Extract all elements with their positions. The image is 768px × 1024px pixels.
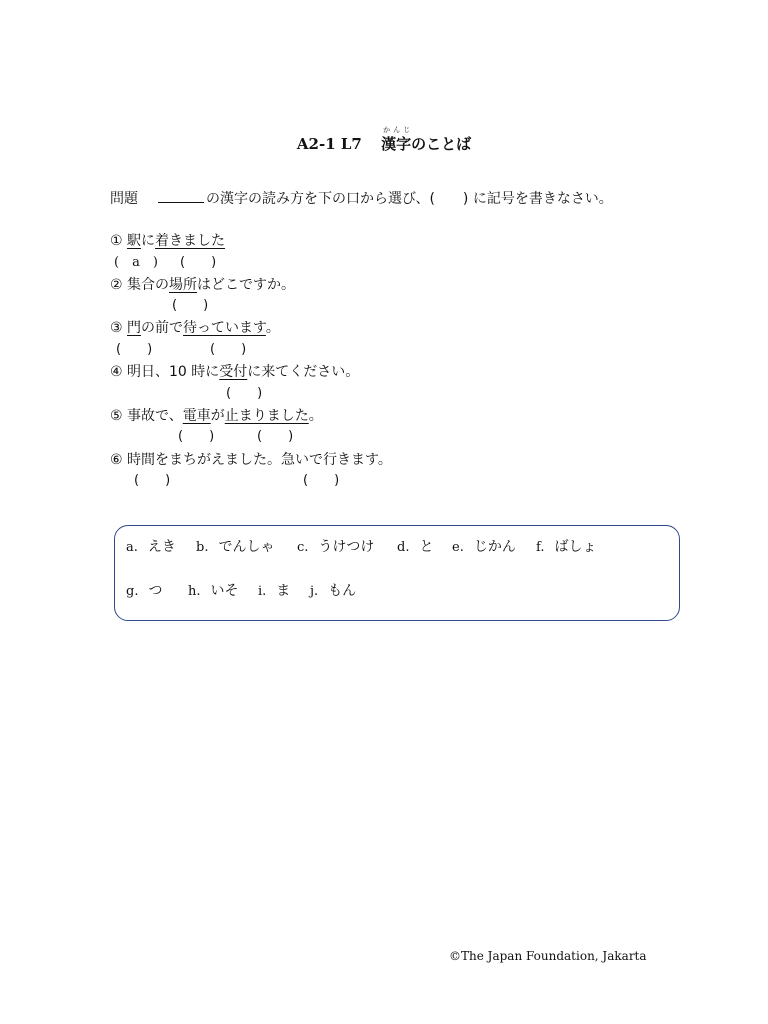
instruction-text: の漢字の読み方を下の口から選び、( ) に記号を書きなさい。 xyxy=(206,191,613,207)
instruction-label: 問題 xyxy=(110,191,138,207)
question-text: に xyxy=(141,233,156,249)
answer-blank[interactable]: ( ) xyxy=(180,255,217,270)
question-text: に来てください。 xyxy=(247,364,360,380)
option-text: でんしゃ xyxy=(218,539,275,555)
copyright-footer: ©The Japan Foundation, Jakarta xyxy=(449,949,647,963)
option-e xyxy=(452,540,516,554)
question-5 xyxy=(110,409,323,423)
answer-blank[interactable]: ( a ) xyxy=(114,255,158,270)
question-4 xyxy=(110,365,359,379)
question-2 xyxy=(110,278,295,292)
question-number: ④ xyxy=(110,364,123,380)
option-a xyxy=(126,540,176,554)
worksheet-title xyxy=(0,126,768,153)
option-text: うけつけ xyxy=(318,539,375,555)
target-word: 電車 xyxy=(182,408,211,424)
question-text: 。 xyxy=(265,320,280,336)
option-text: ま xyxy=(276,583,291,599)
option-letter: a. xyxy=(126,540,138,555)
answer-blank[interactable]: ( ) xyxy=(303,473,340,488)
target-word: 駅 xyxy=(127,233,142,249)
option-text: ばしょ xyxy=(554,539,597,555)
option-text: と xyxy=(419,539,434,555)
target-word: 止まりました xyxy=(224,408,309,424)
question-text: 。 xyxy=(308,408,323,424)
title-kanji: 漢字 xyxy=(381,135,412,153)
target-word: 受付 xyxy=(219,364,248,380)
option-letter: h. xyxy=(188,584,201,599)
question-text: 事故で、 xyxy=(127,408,183,424)
option-f xyxy=(536,540,596,554)
instruction-underline-sample xyxy=(158,190,204,203)
question-number: ③ xyxy=(110,320,123,336)
option-text: いそ xyxy=(210,583,239,599)
option-letter: j. xyxy=(310,584,319,599)
option-text: もん xyxy=(328,583,357,599)
option-c xyxy=(297,540,374,554)
option-h xyxy=(188,584,239,598)
option-text: えき xyxy=(147,539,176,555)
question-1 xyxy=(110,234,225,248)
answer-blank[interactable]: ( ) xyxy=(257,429,294,444)
target-word: 場所 xyxy=(169,277,198,293)
title-kanji-with-ruby xyxy=(381,126,414,153)
answer-blank[interactable]: ( ) xyxy=(226,386,263,401)
question-text: 明日、10 時に xyxy=(127,364,220,380)
question-text: はどこですか。 xyxy=(197,277,296,293)
option-j xyxy=(310,584,356,598)
option-letter: d. xyxy=(397,540,410,555)
question-text: 集合の xyxy=(127,277,170,293)
lesson-code: A2-1 L7 xyxy=(296,135,362,153)
question-text: が xyxy=(210,408,225,424)
answer-blank[interactable]: ( ) xyxy=(210,342,247,357)
question-number: ① xyxy=(110,233,123,249)
option-letter: g. xyxy=(126,584,139,599)
option-d xyxy=(397,540,433,554)
target-word: 門 xyxy=(127,320,142,336)
title-rest: のことば xyxy=(411,135,472,153)
option-g xyxy=(126,584,162,598)
title-ruby: かんじ xyxy=(383,126,414,134)
question-text: の前で xyxy=(141,320,184,336)
target-word: 着きました xyxy=(155,233,226,249)
option-letter: e. xyxy=(452,540,464,555)
answer-blank[interactable]: ( ) xyxy=(116,342,153,357)
option-letter: i. xyxy=(258,584,267,599)
answer-blank[interactable]: ( ) xyxy=(134,473,171,488)
option-letter: b. xyxy=(196,540,209,555)
question-6 xyxy=(110,453,392,467)
option-i xyxy=(258,584,290,598)
instruction xyxy=(110,190,613,206)
option-text: つ xyxy=(148,583,163,599)
question-3 xyxy=(110,321,280,335)
option-b xyxy=(196,540,274,554)
option-letter: c. xyxy=(297,540,309,555)
question-text: 時間をまちがえました。急いで行きます。 xyxy=(127,452,392,468)
question-number: ⑤ xyxy=(110,408,123,424)
target-word: 待っています xyxy=(183,320,266,336)
question-number: ② xyxy=(110,277,123,293)
answer-blank[interactable]: ( ) xyxy=(178,429,215,444)
option-letter: f. xyxy=(536,540,545,555)
question-number: ⑥ xyxy=(110,452,123,468)
option-text: じかん xyxy=(473,539,516,555)
answer-blank[interactable]: ( ) xyxy=(172,298,209,313)
